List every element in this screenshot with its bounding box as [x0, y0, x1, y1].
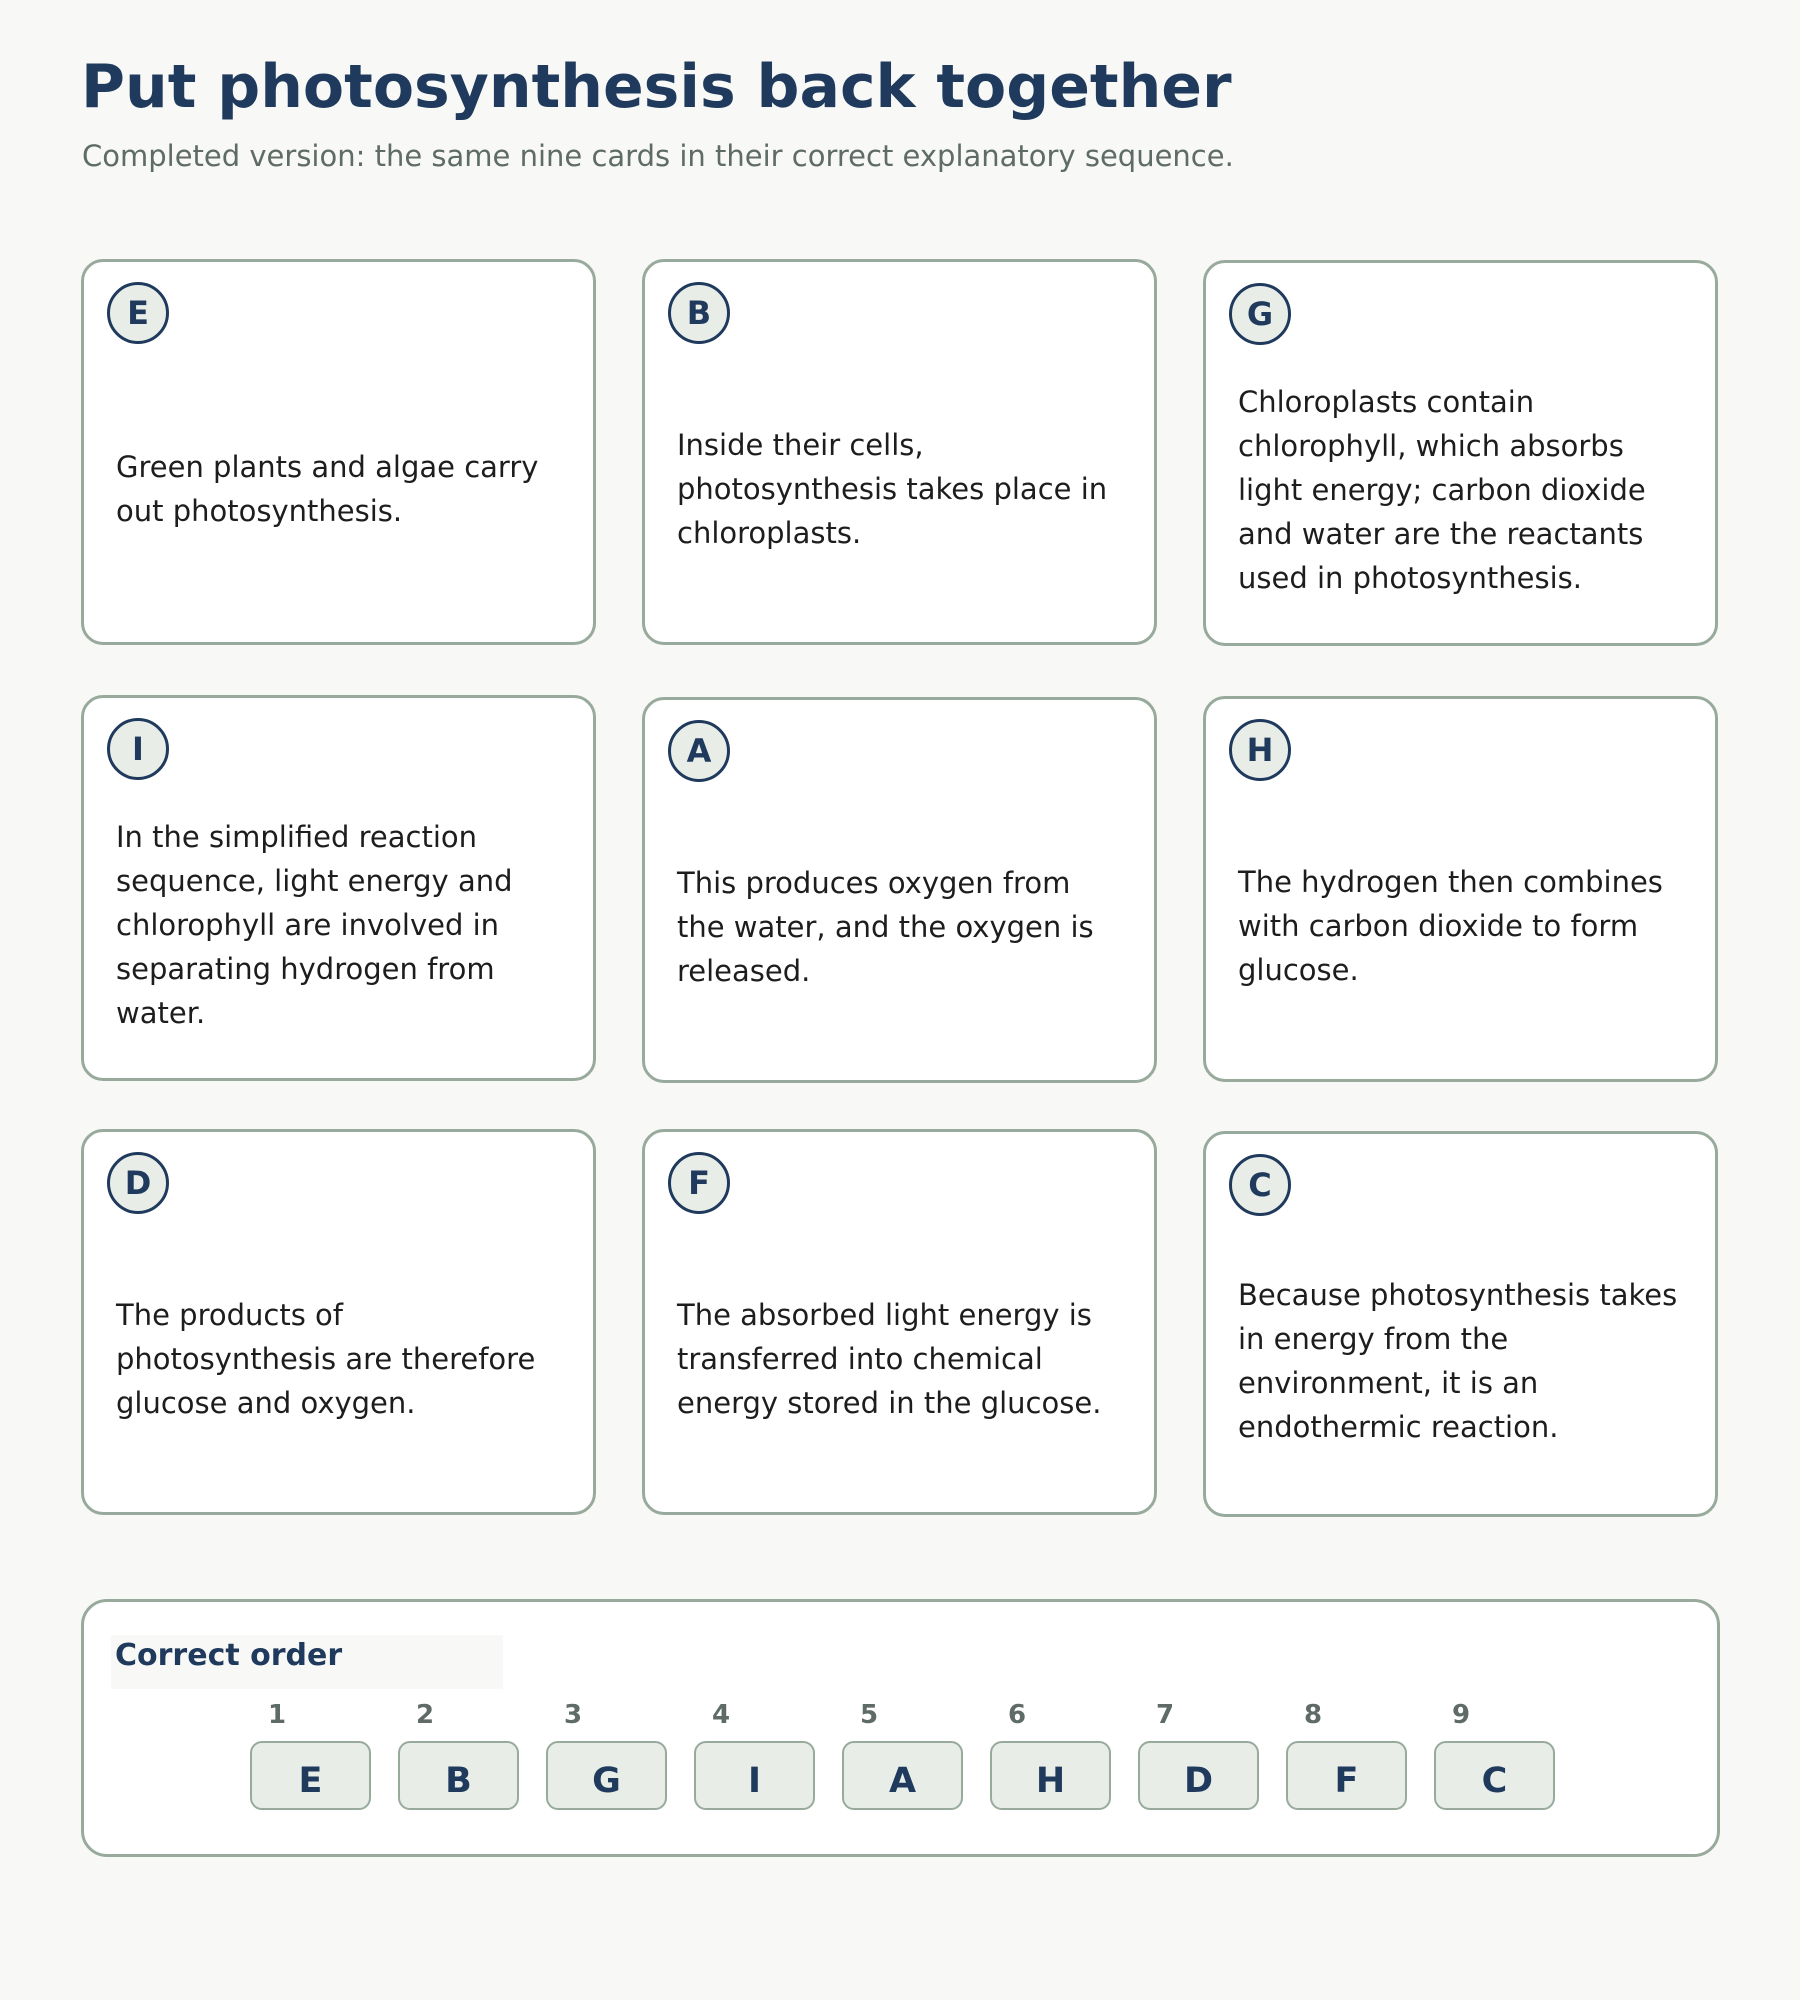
card-text: In the simplified reaction sequence, light energy and chlorophyll are involved in separating hydrogen from water. — [116, 820, 513, 1030]
order-slot-letter[interactable]: A — [842, 1741, 963, 1810]
card-g[interactable] — [1203, 260, 1718, 646]
card-f[interactable] — [642, 1129, 1157, 1515]
page-subtitle: Completed version: the same nine cards in their correct explanatory sequence. — [82, 139, 1234, 173]
card-e[interactable] — [81, 259, 596, 645]
card-h[interactable] — [1203, 696, 1718, 1082]
card-letter-badge: I — [107, 718, 169, 780]
card-a[interactable] — [642, 697, 1157, 1083]
card-letter-badge: B — [668, 282, 730, 344]
card-letter-badge: G — [1229, 283, 1291, 345]
order-slot-number: 3 — [564, 1700, 583, 1730]
order-slot-letter[interactable]: D — [1138, 1741, 1259, 1810]
card-letter-badge: F — [668, 1152, 730, 1214]
order-slot-letter[interactable]: F — [1286, 1741, 1407, 1810]
card-text: Inside their cells, photosynthesis takes place in chloroplasts. — [677, 428, 1108, 550]
card-letter-badge: H — [1229, 719, 1291, 781]
order-slot-letter[interactable]: G — [546, 1741, 667, 1810]
order-slot-letter[interactable]: E — [250, 1741, 371, 1810]
order-slot-number: 5 — [860, 1700, 879, 1730]
card-text: This produces oxygen from the water, and the oxygen is released. — [677, 866, 1094, 988]
card-text: The products of photosynthesis are therefore glucose and oxygen. — [116, 1298, 536, 1420]
order-slot-letter[interactable]: I — [694, 1741, 815, 1810]
correct-order-title: Correct order — [111, 1635, 503, 1689]
card-text: The hydrogen then combines with carbon dioxide to form glucose. — [1238, 865, 1663, 987]
order-slot-number: 8 — [1304, 1700, 1323, 1730]
card-text: Chloroplasts contain chlorophyll, which absorbs light energy; carbon dioxide and water are the reactants used in photosynthesis. — [1238, 385, 1646, 595]
card-text: Because photosynthesis takes in energy from the environment, it is an endothermic reaction. — [1238, 1278, 1678, 1444]
card-letter-badge: A — [668, 720, 730, 782]
card-letter-badge: E — [107, 282, 169, 344]
order-slot-letter[interactable]: H — [990, 1741, 1111, 1810]
correct-order-panel — [81, 1599, 1720, 1857]
card-d[interactable] — [81, 1129, 596, 1515]
order-slot-number: 6 — [1008, 1700, 1027, 1730]
card-text: Green plants and algae carry out photosynthesis. — [116, 450, 539, 528]
card-i[interactable] — [81, 695, 596, 1081]
page-title: Put photosynthesis back together — [81, 52, 1232, 122]
card-b[interactable] — [642, 259, 1157, 645]
card-letter-badge: C — [1229, 1154, 1291, 1216]
card-c[interactable] — [1203, 1131, 1718, 1517]
card-letter-badge: D — [107, 1152, 169, 1214]
order-slot-letter[interactable]: B — [398, 1741, 519, 1810]
order-slot-number: 9 — [1452, 1700, 1471, 1730]
order-slot-number: 7 — [1156, 1700, 1175, 1730]
order-slot-number: 2 — [416, 1700, 435, 1730]
order-slot-number: 1 — [268, 1700, 287, 1730]
card-text: The absorbed light energy is transferred into chemical energy stored in the glucose. — [677, 1298, 1102, 1420]
order-slot-number: 4 — [712, 1700, 731, 1730]
order-slot-letter[interactable]: C — [1434, 1741, 1555, 1810]
